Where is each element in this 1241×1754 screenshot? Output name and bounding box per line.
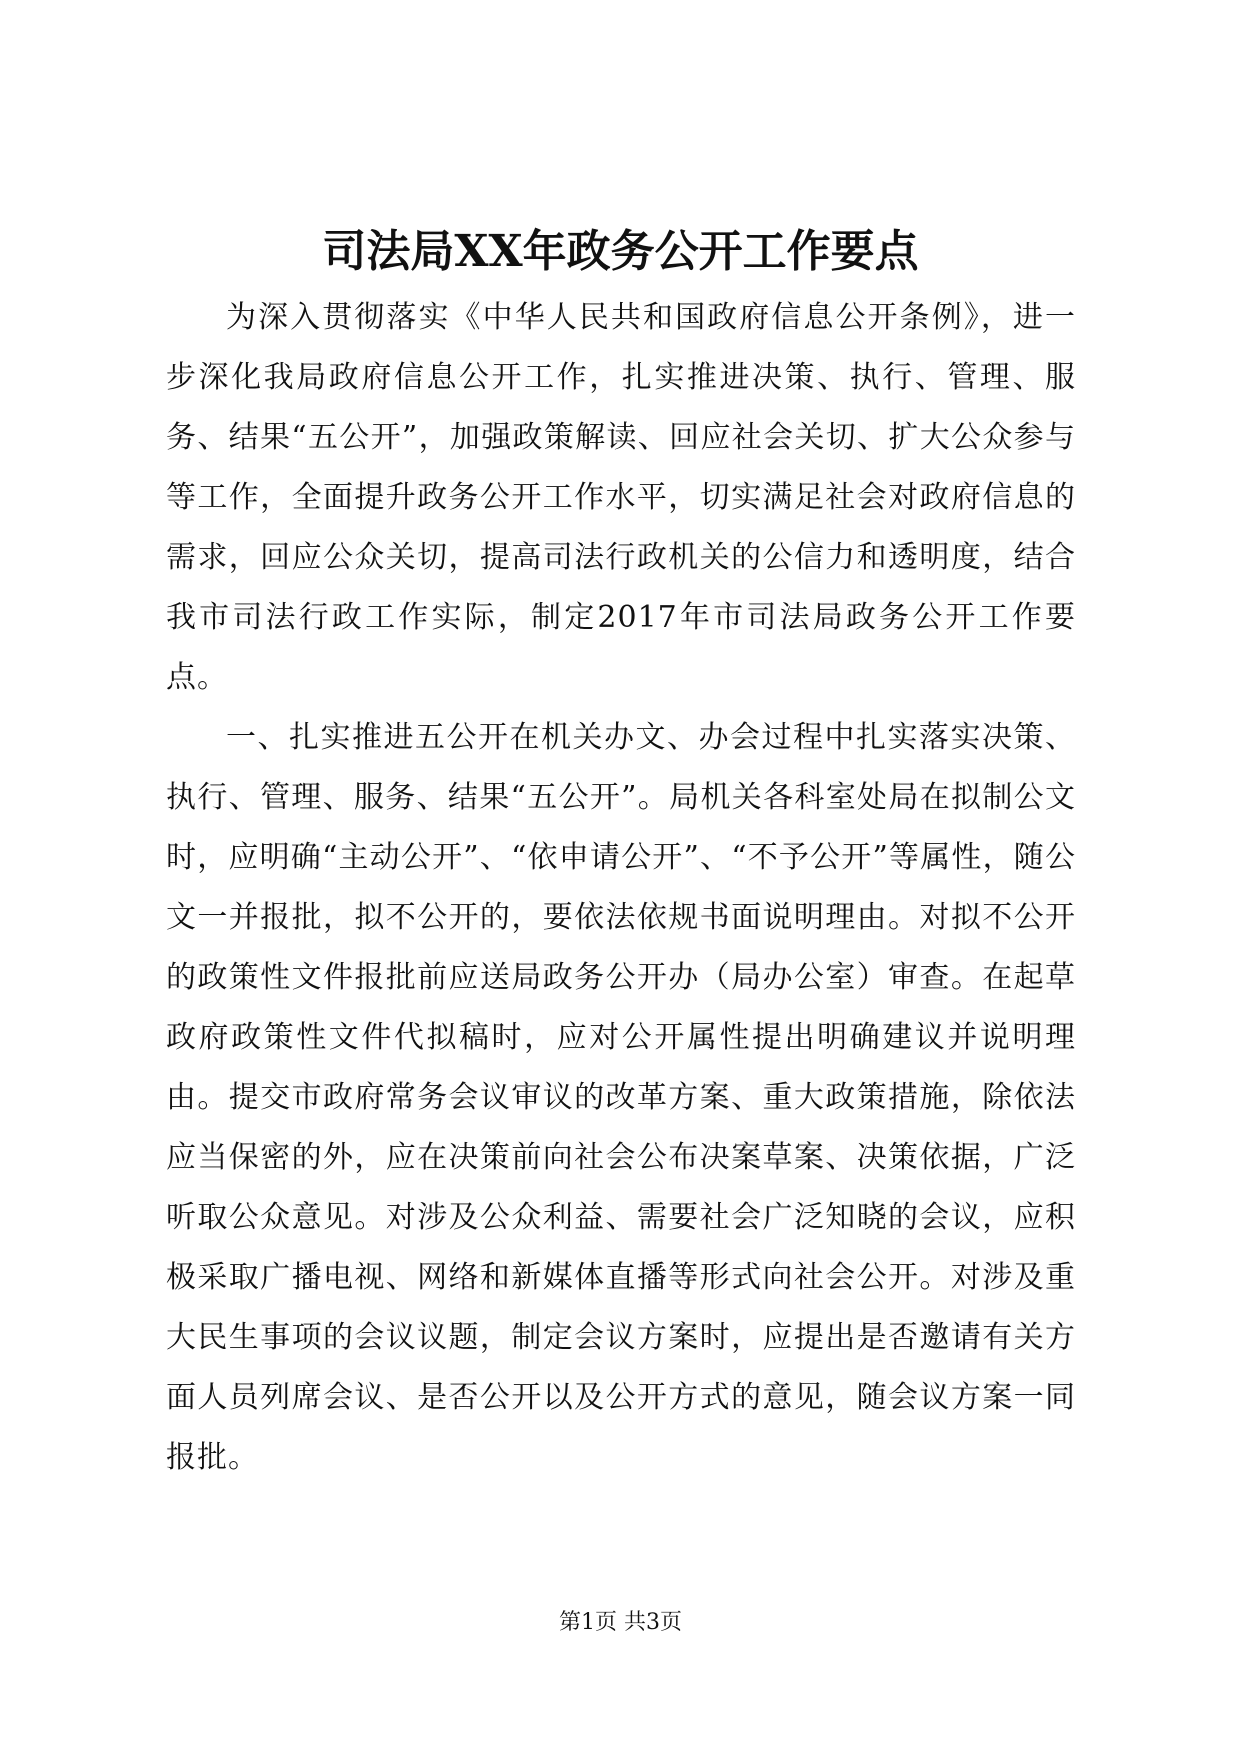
document-title: 司法局XX年政务公开工作要点 (322, 226, 919, 277)
document-body (166, 288, 1076, 1488)
page-number-footer: 第1页 共3页 (559, 1610, 682, 1635)
paragraph-intro: 为深入贯彻落实《中华人民共和国政府信息公开条例》，进一步深化我局政府信息公开工作，扎实推进决策、执行、管理、服务、结果“五公开”，加强政策解读、回应社会关切、扩大公众参与等工作，全面提升政务公开工作水平，切实满足社会对政府信息的需求，回应公众关切，提高司法行政机关的公信力和透明度，结合我市司法行政工作实际，制定2017年市司法局政务公开工作要点。 (166, 300, 1076, 695)
paragraph-section-1: 一、扎实推进五公开在机关办文、办会过程中扎实落实决策、执行、管理、服务、结果“五公开”。局机关各科室处局在拟制公文时，应明确“主动公开”、“依申请公开”、“不予公开”等属性，随公文一并报批，拟不公开的，要依法依规书面说明理由。对拟不公开的政策性文件报批前应送局政务公开办（局办公室）审查。在起草政府政策性文件代拟稿时，应对公开属性提出明确建议并说明理由。提交市政府常务会议审议的改革方案、重大政策措施，除依法应当保密的外，应在决策前向社会公布决案草案、决策依据，广泛听取公众意见。对涉及公众利益、需要社会广泛知晓的会议，应积极采取广播电视、网络和新媒体直播等形式向社会公开。对涉及重大民生事项的会议议题，制定会议方案时，应提出是否邀请有关方面人员列席会议、是否公开以及公开方式的意见，随会议方案一同报批。 (166, 720, 1076, 1475)
